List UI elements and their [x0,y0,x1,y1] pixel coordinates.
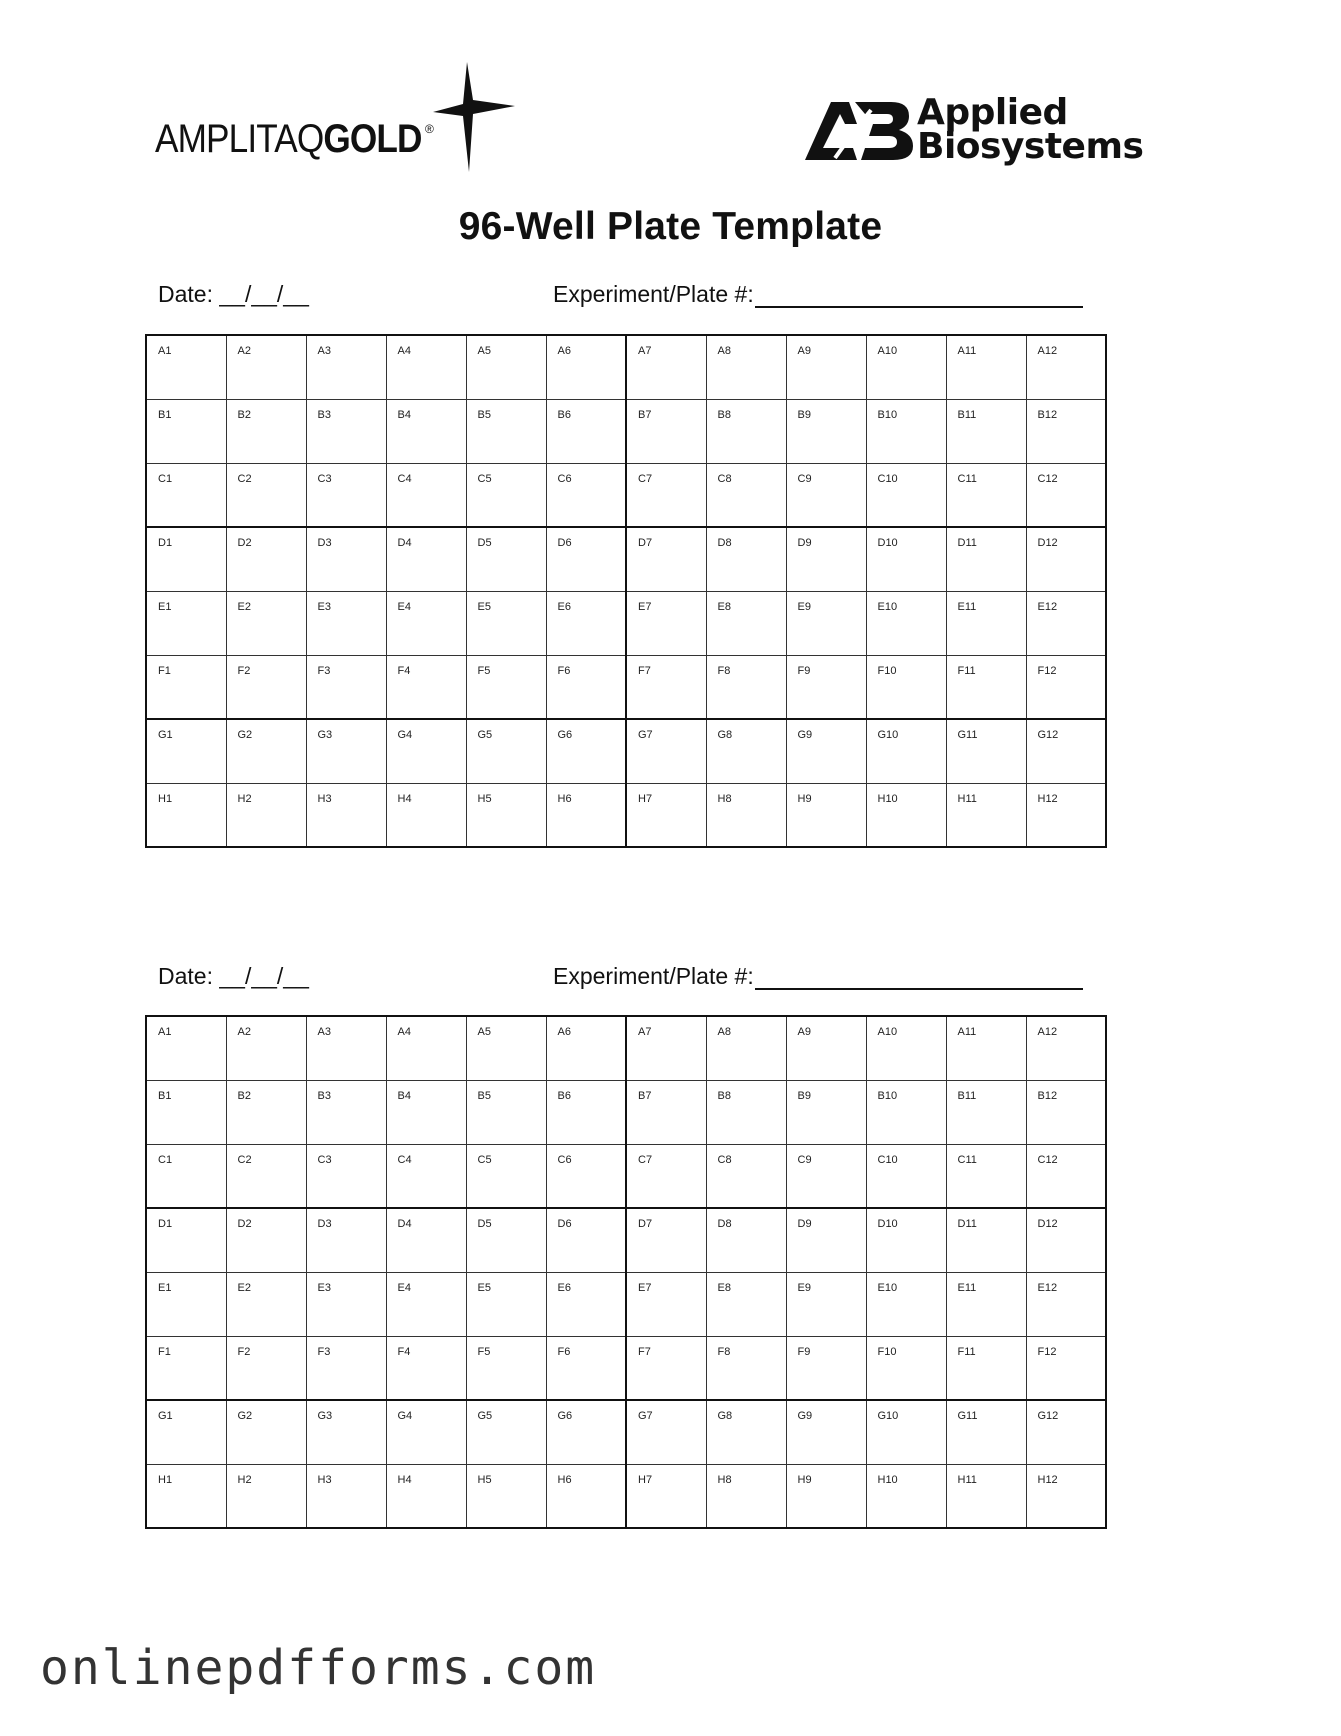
well-cell[interactable]: G7 [626,1400,706,1464]
date-field[interactable]: Date: __/__/__ [158,963,309,989]
well-cell[interactable]: C8 [706,463,786,527]
well-cell[interactable]: F8 [706,1336,786,1400]
well-cell[interactable]: E8 [706,1272,786,1336]
well-cell[interactable]: G5 [466,1400,546,1464]
well-cell[interactable]: H6 [546,783,626,847]
well-cell[interactable]: G3 [306,719,386,783]
well-cell[interactable]: F4 [386,1336,466,1400]
well-cell[interactable]: B11 [946,1080,1026,1144]
well-cell[interactable]: G1 [146,719,226,783]
well-cell[interactable]: E11 [946,1272,1026,1336]
well-cell[interactable]: E9 [786,591,866,655]
well-cell[interactable]: H12 [1026,783,1106,847]
well-cell[interactable]: A7 [626,335,706,399]
well-cell[interactable]: E6 [546,1272,626,1336]
well-cell[interactable]: H10 [866,783,946,847]
well-cell[interactable]: A3 [306,335,386,399]
well-cell[interactable]: A6 [546,335,626,399]
well-plate-grid-1 [145,334,1107,848]
well-cell[interactable]: F2 [226,655,306,719]
well-cell[interactable]: C4 [386,463,466,527]
well-cell[interactable]: G6 [546,1400,626,1464]
well-cell[interactable]: H2 [226,1464,306,1528]
well-cell[interactable]: A1 [146,1016,226,1080]
well-cell[interactable]: B10 [866,1080,946,1144]
well-cell[interactable]: G10 [866,719,946,783]
well-cell[interactable]: C4 [386,1144,466,1208]
well-cell[interactable]: C11 [946,1144,1026,1208]
well-cell[interactable]: G9 [786,719,866,783]
well-cell[interactable]: G8 [706,1400,786,1464]
plate-row-e [146,591,1106,655]
well-cell[interactable]: F3 [306,655,386,719]
well-cell[interactable]: H12 [1026,1464,1106,1528]
well-cell[interactable]: E2 [226,591,306,655]
well-cell[interactable]: F7 [626,655,706,719]
plate-row-d [146,1208,1106,1272]
well-cell[interactable]: A7 [626,1016,706,1080]
well-cell[interactable]: C12 [1026,1144,1106,1208]
well-cell[interactable]: D4 [386,527,466,591]
well-cell[interactable]: B5 [466,399,546,463]
plate-row-h [146,1464,1106,1528]
well-cell[interactable]: C9 [786,1144,866,1208]
well-cell[interactable]: E12 [1026,591,1106,655]
well-cell[interactable]: G2 [226,1400,306,1464]
well-cell[interactable]: D7 [626,527,706,591]
well-cell[interactable]: E7 [626,1272,706,1336]
well-cell[interactable]: D5 [466,1208,546,1272]
well-cell[interactable]: A6 [546,1016,626,1080]
well-cell[interactable]: E4 [386,591,466,655]
plate-2-header [158,963,1108,993]
well-cell[interactable]: D10 [866,527,946,591]
well-cell[interactable]: E3 [306,591,386,655]
well-cell[interactable]: E6 [546,591,626,655]
experiment-plate-label: Experiment/Plate #: [553,963,754,989]
experiment-plate-input-line[interactable] [755,988,1083,990]
well-cell[interactable]: D3 [306,1208,386,1272]
well-cell[interactable]: G10 [866,1400,946,1464]
well-cell[interactable]: H3 [306,1464,386,1528]
well-cell[interactable]: E7 [626,591,706,655]
plate-row-d [146,527,1106,591]
well-cell[interactable]: A5 [466,335,546,399]
experiment-plate-input-line[interactable] [755,306,1083,308]
ab-mark-icon [805,100,915,162]
well-cell[interactable]: B1 [146,1080,226,1144]
well-cell[interactable]: D7 [626,1208,706,1272]
well-cell[interactable]: B2 [226,399,306,463]
well-cell[interactable]: D4 [386,1208,466,1272]
plate-row-h [146,783,1106,847]
well-cell[interactable]: B9 [786,399,866,463]
well-cell[interactable]: A10 [866,1016,946,1080]
well-cell[interactable]: F9 [786,655,866,719]
well-cell[interactable]: D3 [306,527,386,591]
well-cell[interactable]: G6 [546,719,626,783]
well-cell[interactable]: D8 [706,527,786,591]
well-cell[interactable]: F10 [866,655,946,719]
well-cell[interactable]: D6 [546,1208,626,1272]
well-cell[interactable]: G8 [706,719,786,783]
well-cell[interactable]: A1 [146,335,226,399]
well-cell[interactable]: A9 [786,335,866,399]
page-title: 96-Well Plate Template [458,205,883,248]
well-cell[interactable]: H3 [306,783,386,847]
well-cell[interactable]: B7 [626,1080,706,1144]
well-cell[interactable]: D2 [226,1208,306,1272]
well-cell[interactable]: G9 [786,1400,866,1464]
well-cell[interactable]: H7 [626,1464,706,1528]
well-cell[interactable]: D12 [1026,1208,1106,1272]
well-cell[interactable]: E4 [386,1272,466,1336]
plate-row-g [146,1400,1106,1464]
well-cell[interactable]: D1 [146,527,226,591]
well-cell[interactable]: F12 [1026,655,1106,719]
well-cell[interactable]: H11 [946,1464,1026,1528]
well-cell[interactable]: B9 [786,1080,866,1144]
well-cell[interactable]: H5 [466,783,546,847]
well-cell[interactable]: G12 [1026,719,1106,783]
well-cell[interactable]: C6 [546,463,626,527]
well-plate-grid-2 [145,1015,1107,1529]
well-cell[interactable]: C9 [786,463,866,527]
well-cell[interactable]: H4 [386,783,466,847]
well-cell[interactable]: G11 [946,1400,1026,1464]
well-cell[interactable]: H6 [546,1464,626,1528]
well-cell[interactable]: C1 [146,463,226,527]
well-cell[interactable]: H9 [786,783,866,847]
well-cell[interactable]: C1 [146,1144,226,1208]
well-cell[interactable]: G7 [626,719,706,783]
well-cell[interactable]: F6 [546,655,626,719]
applied-biosystems-logo [805,92,1144,180]
plate-row-e [146,1272,1106,1336]
well-cell[interactable]: F5 [466,655,546,719]
watermark: onlinepdfforms.com [40,1640,597,1696]
well-cell[interactable]: B11 [946,399,1026,463]
well-cell[interactable]: C2 [226,1144,306,1208]
well-cell[interactable]: H1 [146,1464,226,1528]
well-cell[interactable]: D9 [786,527,866,591]
well-cell[interactable]: E10 [866,591,946,655]
well-cell[interactable]: F8 [706,655,786,719]
well-cell[interactable]: F2 [226,1336,306,1400]
plate-row-a [146,1016,1106,1080]
applied-biosystems-wordmark: Applied Biosystems [917,92,1144,167]
well-cell[interactable]: E2 [226,1272,306,1336]
plate-row-f [146,655,1106,719]
well-cell[interactable]: C10 [866,463,946,527]
well-cell[interactable]: C3 [306,1144,386,1208]
well-cell[interactable]: D10 [866,1208,946,1272]
well-cell[interactable]: D9 [786,1208,866,1272]
well-cell[interactable]: A4 [386,1016,466,1080]
well-cell[interactable]: H8 [706,783,786,847]
amplitaq-gold-logo [155,62,495,172]
well-cell[interactable]: G2 [226,719,306,783]
well-cell[interactable]: E9 [786,1272,866,1336]
well-cell[interactable]: A4 [386,335,466,399]
well-cell[interactable]: H9 [786,1464,866,1528]
well-cell[interactable]: E1 [146,1272,226,1336]
well-cell[interactable]: E11 [946,591,1026,655]
well-cell[interactable]: F3 [306,1336,386,1400]
plate-row-a [146,335,1106,399]
well-cell[interactable]: F4 [386,655,466,719]
well-cell[interactable]: C2 [226,463,306,527]
well-cell[interactable]: B12 [1026,1080,1106,1144]
well-cell[interactable]: F1 [146,655,226,719]
well-cell[interactable]: A11 [946,335,1026,399]
well-cell[interactable]: A8 [706,335,786,399]
plate-row-f [146,1336,1106,1400]
well-cell[interactable]: H1 [146,783,226,847]
well-cell[interactable]: D11 [946,1208,1026,1272]
well-cell[interactable]: H11 [946,783,1026,847]
well-cell[interactable]: H10 [866,1464,946,1528]
well-cell[interactable]: F10 [866,1336,946,1400]
well-cell[interactable]: E10 [866,1272,946,1336]
date-field[interactable]: Date: __/__/__ [158,281,309,307]
well-cell[interactable]: E1 [146,591,226,655]
plate-row-c [146,1144,1106,1208]
well-cell[interactable]: G12 [1026,1400,1106,1464]
well-cell[interactable]: G3 [306,1400,386,1464]
well-cell[interactable]: F6 [546,1336,626,1400]
well-cell[interactable]: B8 [706,1080,786,1144]
well-cell[interactable]: D5 [466,527,546,591]
well-cell[interactable]: D1 [146,1208,226,1272]
well-cell[interactable]: B3 [306,399,386,463]
well-cell[interactable]: D8 [706,1208,786,1272]
well-cell[interactable]: E8 [706,591,786,655]
well-cell[interactable]: A3 [306,1016,386,1080]
well-cell[interactable]: B10 [866,399,946,463]
well-cell[interactable]: F11 [946,1336,1026,1400]
well-cell[interactable]: E5 [466,591,546,655]
well-cell[interactable]: F5 [466,1336,546,1400]
well-cell[interactable]: F12 [1026,1336,1106,1400]
well-cell[interactable]: D6 [546,527,626,591]
well-cell[interactable]: A5 [466,1016,546,1080]
well-cell[interactable]: H8 [706,1464,786,1528]
well-cell[interactable]: C11 [946,463,1026,527]
amplitaq-gold-wordmark: AMPLITAQGOLD [155,117,422,161]
well-cell[interactable]: A8 [706,1016,786,1080]
well-cell[interactable]: F11 [946,655,1026,719]
well-cell[interactable]: F7 [626,1336,706,1400]
sparkle-star-icon [425,62,515,172]
well-cell[interactable]: F1 [146,1336,226,1400]
well-cell[interactable]: C3 [306,463,386,527]
well-cell[interactable]: A9 [786,1016,866,1080]
well-cell[interactable]: B7 [626,399,706,463]
plate-row-b [146,399,1106,463]
well-cell[interactable]: A10 [866,335,946,399]
well-cell[interactable]: B12 [1026,399,1106,463]
registered-mark: ® [425,122,434,136]
well-cell[interactable]: G4 [386,719,466,783]
well-cell[interactable]: F9 [786,1336,866,1400]
well-cell[interactable]: D11 [946,527,1026,591]
plate-1-header [158,281,1108,311]
well-cell[interactable]: B8 [706,399,786,463]
well-cell[interactable]: G1 [146,1400,226,1464]
well-cell[interactable]: B6 [546,1080,626,1144]
well-cell[interactable]: A2 [226,335,306,399]
well-cell[interactable]: B5 [466,1080,546,1144]
well-cell[interactable]: E5 [466,1272,546,1336]
well-cell[interactable]: B6 [546,399,626,463]
well-cell[interactable]: H2 [226,783,306,847]
well-cell[interactable]: C5 [466,1144,546,1208]
well-cell[interactable]: H5 [466,1464,546,1528]
well-cell[interactable]: E3 [306,1272,386,1336]
well-cell[interactable]: C10 [866,1144,946,1208]
plate-row-g [146,719,1106,783]
experiment-plate-label: Experiment/Plate #: [553,281,754,307]
well-cell[interactable]: B1 [146,399,226,463]
well-cell[interactable]: A12 [1026,335,1106,399]
well-cell[interactable]: B3 [306,1080,386,1144]
well-cell[interactable]: G4 [386,1400,466,1464]
well-cell[interactable]: B4 [386,1080,466,1144]
plate-row-c [146,463,1106,527]
well-cell[interactable]: C5 [466,463,546,527]
well-cell[interactable]: D2 [226,527,306,591]
well-cell[interactable]: C7 [626,1144,706,1208]
well-cell[interactable]: A11 [946,1016,1026,1080]
well-cell[interactable]: A12 [1026,1016,1106,1080]
well-cell[interactable]: D12 [1026,527,1106,591]
well-cell[interactable]: H7 [626,783,706,847]
well-cell[interactable]: G11 [946,719,1026,783]
well-cell[interactable]: C6 [546,1144,626,1208]
well-cell[interactable]: E12 [1026,1272,1106,1336]
well-cell[interactable]: A2 [226,1016,306,1080]
well-cell[interactable]: H4 [386,1464,466,1528]
well-cell[interactable]: C7 [626,463,706,527]
well-cell[interactable]: G5 [466,719,546,783]
well-cell[interactable]: B2 [226,1080,306,1144]
well-cell[interactable]: C12 [1026,463,1106,527]
well-cell[interactable]: C8 [706,1144,786,1208]
plate-row-b [146,1080,1106,1144]
well-cell[interactable]: B4 [386,399,466,463]
